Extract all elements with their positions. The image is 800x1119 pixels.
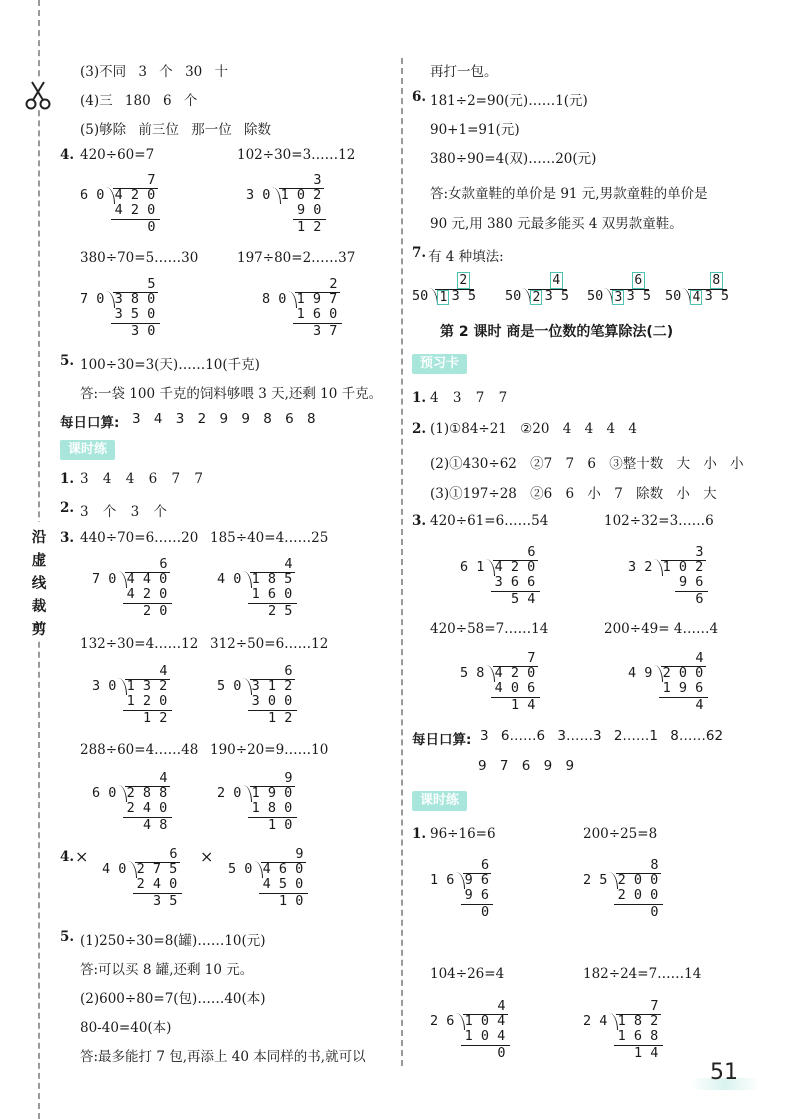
- answer-box: 1: [437, 290, 449, 305]
- question-number: 3.: [412, 513, 427, 529]
- equation: 104÷26=4: [430, 966, 505, 982]
- page-number: 51: [710, 1060, 738, 1085]
- divisor: 5 0: [228, 861, 253, 877]
- equation: 181÷2=90(元)……1(元): [430, 93, 588, 109]
- partial-product: 1 6 8: [617, 1028, 659, 1044]
- remainder: 0: [147, 219, 156, 235]
- remainder: 1 0: [268, 817, 293, 833]
- dividend: 2 7 5: [136, 861, 178, 877]
- partial-product: 1 6 0: [251, 586, 293, 602]
- remainder: 1 4: [634, 1045, 659, 1061]
- answer-line: (5)够除 前三位 那一位 除数: [80, 122, 271, 138]
- equation: 132÷30=4……12: [80, 636, 199, 652]
- division-bracket: [485, 665, 495, 682]
- answer-box: 2: [530, 290, 542, 305]
- dividend: 1 9 0: [251, 785, 293, 801]
- answer-sentence: 答:最多能打 7 包,再添上 40 本同样的书,就可以: [80, 1049, 366, 1065]
- remainder: 1 2: [143, 710, 168, 726]
- divisor: 8 0: [262, 291, 287, 307]
- equation: (1)250÷30=8(罐)……10(元): [80, 933, 266, 949]
- remainder: 1 2: [268, 710, 293, 726]
- equation: 288÷60=4……48: [80, 742, 199, 758]
- question-number: 5.: [60, 353, 75, 369]
- partial-product: 1 2 0: [126, 693, 168, 709]
- dividend: 9 6: [464, 872, 489, 888]
- quotient: 4: [159, 663, 168, 679]
- dividend: 2 0 0: [662, 665, 704, 681]
- partial-product: 3 0 0: [251, 693, 293, 709]
- dividend: 1 9 7: [296, 291, 338, 307]
- question-text: 有 4 种填法:: [428, 249, 504, 265]
- divisor: 1 6: [430, 872, 455, 888]
- partial-product: 3 5 0: [114, 306, 156, 322]
- equation: 380÷70=5……30: [80, 250, 199, 266]
- divisor: 4 0: [217, 571, 242, 587]
- question-number: 4.: [60, 849, 75, 865]
- answer-line: (3)不同 3 个 30 十: [80, 64, 229, 80]
- divisor: 5 8: [460, 665, 485, 681]
- answer-box: 8: [710, 272, 723, 289]
- cross-mark: ×: [200, 847, 214, 866]
- remainder: 1 2: [297, 219, 322, 235]
- divisor: 7 0: [80, 291, 105, 307]
- question-number: 3.: [60, 530, 75, 546]
- cut-instruction: 沿虚线裁剪: [31, 530, 47, 638]
- daily-calc-values: 3 4 3 2 9 9 8 6 8: [132, 411, 316, 427]
- equation: 102÷30=3……12: [237, 147, 356, 163]
- partial-product: 2 4 0: [126, 800, 168, 816]
- division-bracket: [455, 1013, 465, 1030]
- answer-sentence: 90 元,用 380 元最多能买 4 双男款童鞋。: [430, 216, 683, 232]
- divisor: 2 6: [430, 1013, 455, 1029]
- dividend: 1 8 5: [251, 571, 293, 587]
- division-bracket: [117, 785, 127, 802]
- equation: 90+1=91(元): [430, 122, 520, 138]
- equation: 185÷40=4……25: [210, 530, 329, 546]
- partial-product: 1 6 0: [296, 306, 338, 322]
- equation: 100÷30=3(天)……10(千克): [80, 357, 260, 373]
- remainder: 0: [650, 904, 659, 920]
- division-bracket: [127, 861, 137, 878]
- divisor: 2 4: [583, 1013, 608, 1029]
- equation: 312÷50=6……12: [210, 636, 329, 652]
- daily-calc-values: 3 6……6 3……3 2……1 8……62: [480, 728, 724, 744]
- division-bracket: [242, 678, 252, 695]
- equation: 102÷32=3……6: [604, 513, 714, 529]
- dividend: 1 0 4: [464, 1013, 506, 1029]
- partial-product: 9 6: [679, 574, 704, 590]
- dividend: 4 2 0: [494, 665, 536, 681]
- quotient: 4: [284, 556, 293, 572]
- question-number: 2.: [412, 421, 427, 437]
- dividend: 2 0 0: [617, 872, 659, 888]
- dividend: 4 4 0: [126, 571, 168, 587]
- answer-line: (1)①84÷21 ②20 4 4 4 4: [430, 421, 637, 437]
- partial-product: 9 6: [464, 887, 489, 903]
- dividend-digits: 3 5: [704, 288, 729, 304]
- divisor: 50: [412, 288, 429, 304]
- equation: (2)600÷80=7(包)……40(本): [80, 991, 266, 1007]
- question-number: 1.: [60, 471, 75, 487]
- answer-line: (3)①197÷28 ②6 6 小 7 除数 小 大: [430, 486, 717, 502]
- divisor: 6 0: [80, 187, 105, 203]
- equation: 420÷61=6……54: [430, 513, 549, 529]
- equation: 200÷25=8: [583, 826, 658, 842]
- equation: 440÷70=6……20: [80, 530, 199, 546]
- division-bracket: [242, 785, 252, 802]
- daily-calc-values: 9 7 6 9 9: [478, 758, 575, 774]
- divisor: 4 9: [628, 665, 653, 681]
- quotient: 7: [527, 650, 536, 666]
- division-bracket: [253, 861, 263, 878]
- quotient: 8: [650, 857, 659, 873]
- partial-product: 4 2 0: [114, 202, 156, 218]
- dividend: 3 8 0: [114, 291, 156, 307]
- remainder: 0: [497, 1045, 506, 1061]
- partial-product: 1 9 6: [662, 680, 704, 696]
- quotient: 3: [313, 172, 322, 188]
- division-bracket: [242, 571, 252, 588]
- question-number: 5.: [60, 929, 75, 945]
- question-number: 2.: [60, 500, 75, 516]
- divisor: 50: [665, 288, 682, 304]
- answer-line: (4)三 180 6 个: [80, 93, 198, 109]
- daily-calc-label: 每日口算:: [60, 415, 120, 431]
- section-tag: 课时练: [60, 440, 115, 460]
- equation: 420÷58=7……14: [430, 621, 549, 637]
- remainder: 3 5: [153, 893, 178, 909]
- partial-product: 4 2 0: [126, 586, 168, 602]
- answer-box: 4: [550, 272, 563, 289]
- quotient: 9: [284, 770, 293, 786]
- dividend: 2 8 8: [126, 785, 168, 801]
- division-bracket: [653, 559, 663, 576]
- answer-line: 3 个 3 个: [80, 504, 168, 520]
- quotient: 6: [159, 556, 168, 572]
- quotient: 4: [695, 650, 704, 666]
- dividend: 4 2 0: [494, 559, 536, 575]
- divisor: 6 0: [92, 785, 117, 801]
- quotient: 6: [169, 846, 178, 862]
- equation: 96÷16=6: [430, 826, 496, 842]
- divisor: 2 5: [583, 872, 608, 888]
- partial-product: 9 0: [297, 202, 322, 218]
- quotient: 9: [295, 846, 304, 862]
- answer-sentence: 再打一包。: [430, 64, 498, 80]
- partial-product: 2 4 0: [136, 876, 178, 892]
- equation: 197÷80=2……37: [237, 250, 356, 266]
- dividend-digits: 3 5: [544, 288, 569, 304]
- answer-sentence: 答:女款童鞋的单价是 91 元,男款童鞋的单价是: [430, 186, 708, 202]
- answer-box: 2: [457, 272, 470, 289]
- quotient: 7: [650, 998, 659, 1014]
- remainder: 5 4: [511, 591, 536, 607]
- quotient: 6: [527, 544, 536, 560]
- division-bracket: [117, 571, 127, 588]
- dividend: 1 8 2: [617, 1013, 659, 1029]
- answer-sentence: 答:可以买 8 罐,还剩 10 元。: [80, 962, 254, 978]
- dividend-digits: 3 5: [451, 288, 476, 304]
- quotient: 2: [329, 276, 338, 292]
- divisor: 6 1: [460, 559, 485, 575]
- division-bracket: [455, 872, 465, 889]
- remainder: 1 4: [511, 697, 536, 713]
- divisor: 4 0: [102, 861, 127, 877]
- equation: 80-40=40(本): [80, 1020, 172, 1036]
- dividend: 1 3 2: [126, 678, 168, 694]
- question-number: 1.: [412, 826, 427, 842]
- division-bracket: [271, 187, 281, 204]
- dividend: 1 0 2: [280, 187, 322, 203]
- remainder: 6: [695, 591, 704, 607]
- divisor: 2 0: [217, 785, 242, 801]
- partial-product: 4 5 0: [262, 876, 304, 892]
- dividend: 3 1 2: [251, 678, 293, 694]
- dividend-digits: 3 5: [626, 288, 651, 304]
- equation: 420÷60=7: [80, 147, 155, 163]
- divisor: 5 0: [217, 678, 242, 694]
- lesson-title: 第 2 课时 商是一位数的笔算除法(二): [440, 324, 674, 340]
- remainder: 3 7: [313, 323, 338, 339]
- quotient: 5: [147, 276, 156, 292]
- question-number: 7.: [412, 245, 427, 261]
- divisor: 3 0: [246, 187, 271, 203]
- divisor: 50: [587, 288, 604, 304]
- divisor: 7 0: [92, 571, 117, 587]
- division-bracket: [485, 559, 495, 576]
- division-bracket: [105, 187, 115, 204]
- answer-box: 6: [632, 272, 645, 289]
- equation: 190÷20=9……10: [210, 742, 329, 758]
- quotient: 6: [481, 857, 490, 873]
- answer-line: (2)①430÷62 ②7 7 6 ③整十数 大 小 小: [430, 456, 744, 472]
- division-bracket: [117, 678, 127, 695]
- equation: 200÷49= 4……4: [604, 621, 719, 637]
- quotient: 6: [284, 663, 293, 679]
- section-tag: 课时练: [412, 791, 467, 811]
- answer-sentence: 答:一袋 100 千克的饲料够喂 3 天,还剩 10 千克。: [80, 386, 383, 402]
- remainder: 1 0: [279, 893, 304, 909]
- question-number: 1.: [412, 390, 427, 406]
- partial-product: 1 8 0: [251, 800, 293, 816]
- dividend: 4 6 0: [262, 861, 304, 877]
- column-divider: [401, 58, 403, 1066]
- answer-box: 4: [690, 290, 702, 305]
- cross-mark: ×: [75, 847, 89, 866]
- remainder: 4: [695, 697, 704, 713]
- remainder: 4 8: [143, 817, 168, 833]
- section-tag: 预习卡: [412, 354, 467, 374]
- question-number: 6.: [412, 89, 427, 105]
- partial-product: 2 0 0: [617, 887, 659, 903]
- division-bracket: [287, 291, 297, 308]
- quotient: 7: [147, 172, 156, 188]
- remainder: 0: [481, 904, 490, 920]
- division-bracket: [608, 872, 618, 889]
- answer-box: 3: [612, 290, 624, 305]
- remainder: 3 0: [131, 323, 156, 339]
- partial-product: 1 0 4: [464, 1028, 506, 1044]
- question-number: 4.: [60, 147, 75, 163]
- partial-product: 3 6 6: [494, 574, 536, 590]
- dividend: 4 2 0: [114, 187, 156, 203]
- division-bracket: [653, 665, 663, 682]
- daily-calc-label: 每日口算:: [412, 732, 472, 748]
- division-bracket: [105, 291, 115, 308]
- quotient: 4: [159, 770, 168, 786]
- remainder: 2 0: [143, 603, 168, 619]
- quotient: 3: [695, 544, 704, 560]
- remainder: 2 5: [268, 603, 293, 619]
- divisor: 3 2: [628, 559, 653, 575]
- answer-line: 4 3 7 7: [430, 390, 508, 406]
- division-bracket: [608, 1013, 618, 1030]
- equation: 182÷24=7……14: [583, 966, 702, 982]
- partial-product: 4 0 6: [494, 680, 536, 696]
- dividend: 1 0 2: [662, 559, 704, 575]
- equation: 380÷90=4(双)……20(元): [430, 151, 597, 167]
- answer-line: 3 4 4 6 7 7: [80, 471, 203, 487]
- divisor: 50: [505, 288, 522, 304]
- scissors-icon: [24, 80, 52, 110]
- divisor: 3 0: [92, 678, 117, 694]
- quotient: 4: [497, 998, 506, 1014]
